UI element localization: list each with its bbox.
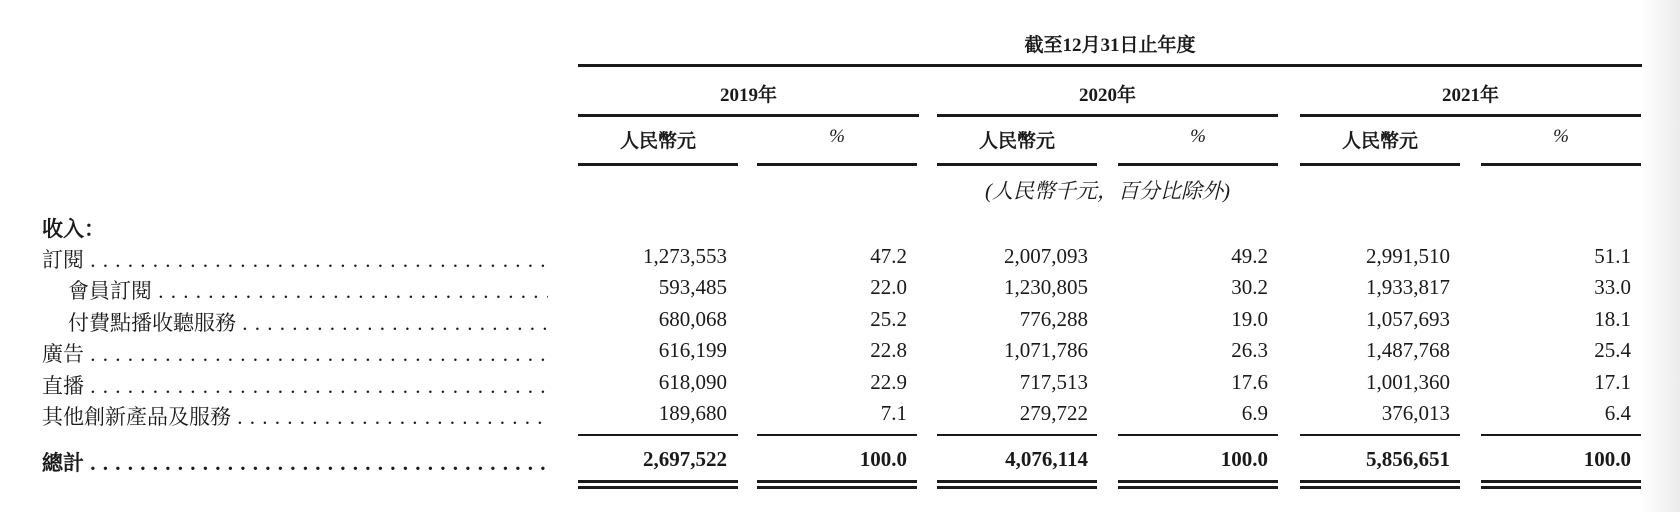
total-pct-2021: 100.0 [1583, 447, 1631, 471]
value-2019: 616,199 [658, 338, 727, 362]
year-2020-heading: 2020年 [1078, 85, 1136, 106]
table-row [0, 338, 1640, 370]
total-label: 總計 . . . [42, 447, 548, 477]
total-double-rule [937, 480, 1097, 489]
year-2021-rule [1300, 114, 1641, 117]
subtotal-rule [1118, 434, 1278, 436]
pct-2021: 33.0 [1594, 275, 1631, 299]
total-double-rule [1481, 480, 1641, 489]
pct-2020: 26.3 [1231, 338, 1268, 362]
pct-2019: 22.9 [870, 370, 907, 394]
pct-2021: 25.4 [1594, 338, 1631, 362]
pct-2020: 19.0 [1231, 307, 1268, 331]
value-2021: 1,057,693 [1366, 307, 1450, 331]
year-2020-rule [937, 114, 1278, 117]
value-2021: 1,933,817 [1366, 275, 1450, 299]
subtotal-rule [937, 434, 1097, 436]
pct-2019: 25.2 [870, 307, 907, 331]
table-row [0, 244, 1640, 276]
total-value-2021: 5,856,651 [1366, 447, 1450, 471]
value-2020: 717,513 [1019, 370, 1088, 394]
subtotal-rule [1300, 434, 1460, 436]
col-2021-amount-rule [1300, 163, 1460, 166]
col-2019-pct-header: % [829, 126, 845, 147]
pct-2019: 22.8 [870, 338, 907, 362]
table-row [0, 401, 1640, 433]
value-2020: 1,071,786 [1004, 338, 1088, 362]
col-2021-amount-header: 人民幣元 [1341, 131, 1418, 152]
pct-2020: 17.6 [1231, 370, 1268, 394]
pct-2020: 30.2 [1231, 275, 1268, 299]
pct-2019: 47.2 [870, 244, 907, 268]
col-2020-amount-rule [937, 163, 1097, 166]
pct-2020: 6.9 [1241, 401, 1268, 425]
pct-2020: 49.2 [1231, 244, 1268, 268]
pct-2019: 7.1 [880, 401, 907, 425]
pct-2021: 17.1 [1594, 370, 1631, 394]
total-pct-2019: 100.0 [859, 447, 907, 471]
subtotal-rule [578, 434, 738, 436]
year-2019-heading: 2019年 [719, 85, 777, 106]
col-2020-amount-header: 人民幣元 [978, 131, 1055, 152]
total-double-rule [578, 480, 738, 489]
total-row [0, 447, 1640, 479]
col-2019-amount-header: 人民幣元 [619, 131, 696, 152]
row-label: 其他創新產品及服務 . . . [42, 401, 548, 431]
year-2019-rule [578, 114, 919, 117]
col-2020-pct-rule [1118, 163, 1278, 166]
total-double-rule [1118, 480, 1278, 489]
col-2020-pct-header: % [1190, 126, 1206, 147]
header-top-rule [578, 64, 1642, 67]
total-value-2020: 4,076,114 [1005, 447, 1088, 471]
total-pct-2020: 100.0 [1220, 447, 1268, 471]
value-2021: 2,991,510 [1366, 244, 1450, 268]
col-2019-pct-rule [757, 163, 917, 166]
value-2019: 593,485 [658, 275, 727, 299]
value-2020: 1,230,805 [1004, 275, 1088, 299]
row-label: 付費點播收聽服務 . . . [68, 307, 548, 337]
section-title-revenue: 收入： [42, 217, 105, 241]
pct-2021: 18.1 [1594, 307, 1631, 331]
pct-2019: 22.0 [870, 275, 907, 299]
subtotal-rule [757, 434, 917, 436]
row-label: 廣告 . . . [42, 338, 548, 368]
pct-2021: 51.1 [1594, 244, 1631, 268]
year-2021-heading: 2021年 [1441, 85, 1499, 106]
total-double-rule [757, 480, 917, 489]
pct-2021: 6.4 [1604, 401, 1631, 425]
col-2019-amount-rule [578, 163, 738, 166]
total-value-2019: 2,697,522 [643, 447, 727, 471]
value-2019: 189,680 [658, 401, 727, 425]
value-2019: 680,068 [658, 307, 727, 331]
value-2020: 776,288 [1019, 307, 1088, 331]
value-2021: 1,487,768 [1366, 338, 1450, 362]
table-row [0, 275, 1640, 307]
unit-note: (人民幣千元，百分比除外) [985, 179, 1230, 203]
value-2020: 279,722 [1019, 401, 1088, 425]
total-double-rule [1300, 480, 1460, 489]
row-label: 直播 . . . [42, 370, 548, 400]
value-2019: 618,090 [658, 370, 727, 394]
col-2021-pct-header: % [1553, 126, 1569, 147]
page-edge-shade [1640, 0, 1680, 512]
value-2019: 1,273,553 [643, 244, 727, 268]
col-2021-pct-rule [1481, 163, 1641, 166]
value-2021: 1,001,360 [1366, 370, 1450, 394]
period-title: 截至12月31日止年度 [1024, 35, 1196, 56]
value-2020: 2,007,093 [1004, 244, 1088, 268]
row-label: 訂閱 . . . [42, 244, 548, 274]
table-row [0, 370, 1640, 402]
row-label: 會員訂閱 . . . [68, 275, 548, 305]
table-row [0, 307, 1640, 339]
value-2021: 376,013 [1381, 401, 1450, 425]
subtotal-rule [1481, 434, 1641, 436]
